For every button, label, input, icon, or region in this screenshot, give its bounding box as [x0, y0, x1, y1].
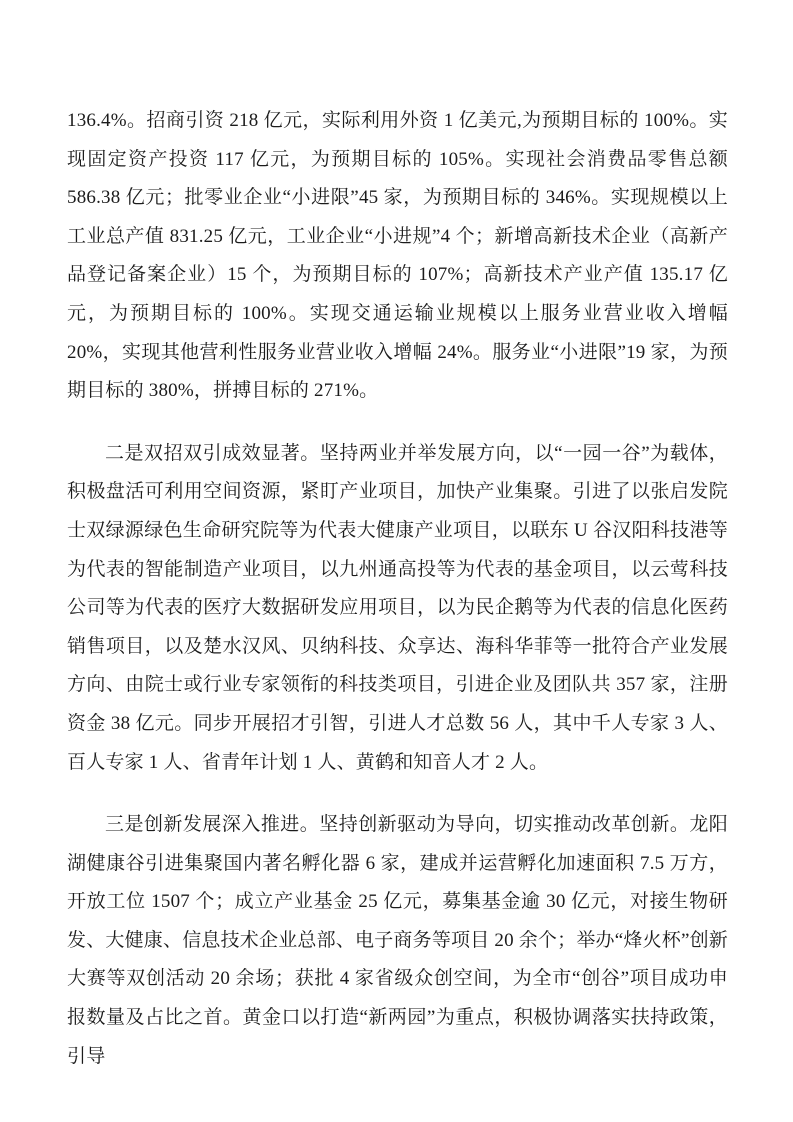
paragraph-point-three: 三是创新发展深入推进。坚持创新驱动为导向，切实推动改革创新。龙阳湖健康谷引进集聚国内著名孵化器 6 家，建成并运营孵化加速面积 7.5 万方，开放工位 1507 个；成立产业基金 25 亿元，募集基金逾 30 亿元，对接生物研发、大健康、信息技术企业总部、电子商务等项目 20 余个；举办“烽火杯”创新大赛等双创活动 20 余场；获批 4 家省级众创空间，为全市“创谷”项目成功申报数量及占比之首。黄金口以打造“新两园”为重点，积极协调落实扶持政策，引导	[67, 814, 728, 1067]
paragraph-point-two: 二是双招双引成效显著。坚持两业并举发展方向，以“一园一谷”为载体，积极盘活可利用空间资源，紧盯产业项目，加快产业集聚。引进了以张启发院士双绿源绿色生命研究院等为代表大健康产业项目，以联东 U 谷汉阳科技港等为代表的智能制造产业项目，以九州通高投等为代表的基金项目，以云莺科技公司等为代表的医疗大数据研发应用项目，以为民企鹅等为代表的信息化医药销售项目，以及楚水汉风、贝纳科技、众享达、海科华菲等一批符合产业发展方向、由院士或行业专家领衔的科技类项目，引进企业及团队共 357 家，注册资金 38 亿元。同步开展招才引智，引进人才总数 56 人，其中千人专家 3 人、百人专家 1 人、省青年计划 1 人、黄鹤和知音人才 2 人。	[67, 442, 728, 773]
document-body	[67, 102, 728, 1100]
paragraph-continuation: 136.4%。招商引资 218 亿元，实际利用外资 1 亿美元,为预期目标的 100%。实现固定资产投资 117 亿元，为预期目标的 105%。实现社会消费品零售总额 586.38 亿元；批零业企业“小进限”45 家，为预期目标的 346%。实现规模以上工业总产值 831.25 亿元，工业企业“小进规”4 个；新增高新技术企业（高新产品登记备案企业）15 个，为预期目标的 107%；高新技术产业产值 135.17 亿元，为预期目标的 100%。实现交通运输业规模以上服务业营业收入增幅 20%，实现其他营利性服务业营业收入增幅 24%。服务业“小进限”19 家，为预期目标的 380%，拼搏目标的 271%。	[67, 110, 728, 402]
